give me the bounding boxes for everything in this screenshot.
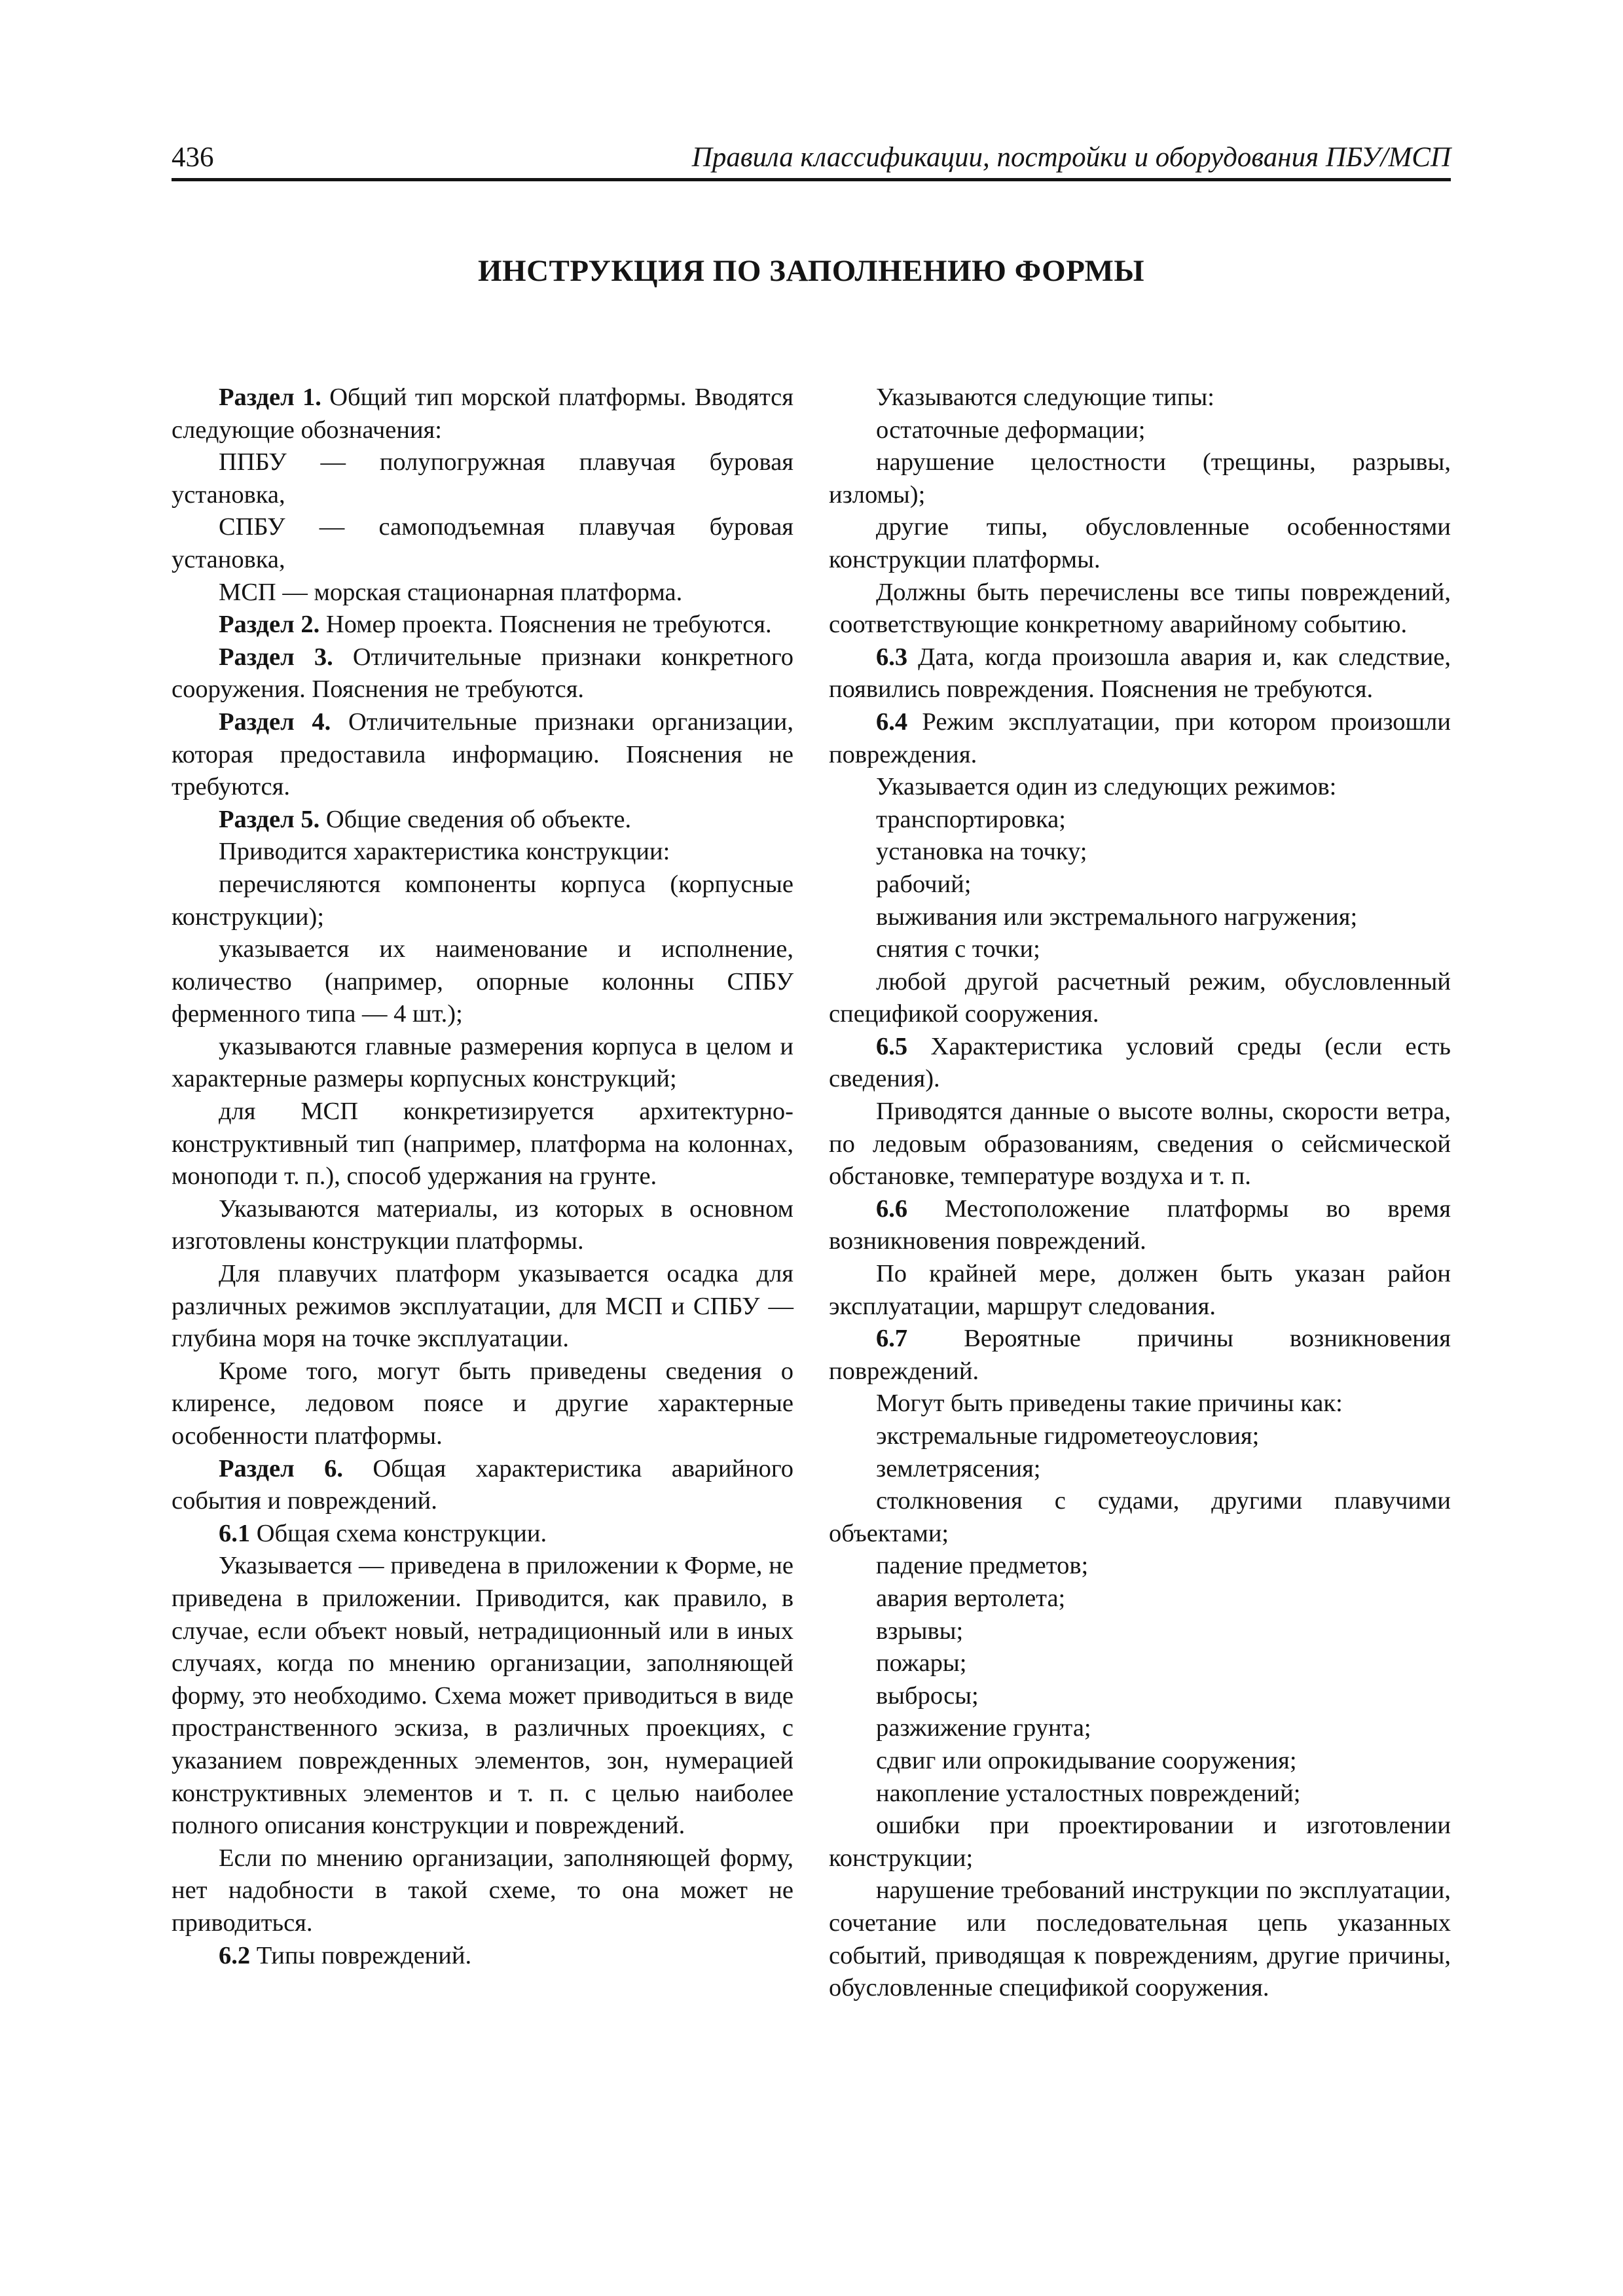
paragraph: [172, 641, 793, 706]
paragraph: [829, 1583, 1451, 1615]
paragraph-text: Указывается один из следующих режимов:: [876, 773, 1337, 801]
paragraph-text: По крайней мере, должен быть указан район эксплуатации, маршрут следования.: [829, 1260, 1451, 1320]
paragraph-text: Отличительные признаки конкретного сооружения. Пояснения не требуются.: [172, 643, 793, 704]
paragraph: [829, 641, 1451, 706]
paragraph: [172, 511, 793, 576]
paragraph-heading: 6.1: [219, 1519, 251, 1547]
paragraph: [829, 706, 1451, 771]
paragraph-text: нарушение требований инструкции по эксплуатации, сочетание или последовательная цепь указанных событий, приводящая к повреждениям, другие причины, обусловленные спецификой сооружения.: [829, 1876, 1451, 2002]
paragraph-heading: 6.7: [876, 1325, 908, 1353]
paragraph-text: Типы повреждений.: [250, 1941, 472, 1969]
paragraph-text: Дата, когда произошла авария и, как следствие, появились повреждения. Пояснения не требуются.: [829, 643, 1451, 704]
paragraph-text: столкновения с судами, другими плавучими объектами;: [829, 1487, 1451, 1547]
paragraph: [829, 1031, 1451, 1096]
paragraph-text: Режим эксплуатации, при котором произошли повреждения.: [829, 708, 1451, 768]
paragraph: [172, 609, 793, 641]
paragraph: [829, 1096, 1451, 1193]
paragraph: [829, 1810, 1451, 1874]
paragraph: [172, 1258, 793, 1355]
paragraph-text: рабочий;: [876, 870, 972, 898]
paragraph-heading: 6.2: [219, 1941, 251, 1969]
paragraph: [829, 1647, 1451, 1680]
paragraph-heading: Раздел 3.: [219, 643, 333, 671]
paragraph: [829, 869, 1451, 901]
paragraph-text: Общий тип морской платформы. Вводятся следующие обозначения:: [172, 384, 793, 444]
paragraph-text: указываются главные размерения корпуса в целом и характерные размеры корпусных конструкций;: [172, 1032, 793, 1093]
paragraph: [172, 382, 793, 446]
paragraph-text: Кроме того, могут быть приведены сведения о клиренсе, ледовом поясе и другие характерные особенности платформы.: [172, 1357, 793, 1450]
paragraph-text: перечисляются компоненты корпуса (корпусные конструкции);: [172, 870, 793, 931]
paragraph: [172, 1518, 793, 1551]
paragraph-text: разжижение грунта;: [876, 1714, 1091, 1742]
header-rule: [172, 178, 1451, 181]
paragraph-text: для МСП конкретизируется архитектурно-конструктивный тип (например, платформа на колоннах, моноподи т. п.), способ удержания на грунте.: [172, 1098, 793, 1191]
paragraph-text: установка на точку;: [876, 838, 1087, 866]
paragraph: [829, 836, 1451, 869]
paragraph-text: указывается их наименование и исполнение, количество (например, опорные колонны СПБУ ферменного типа — 4 шт.);: [172, 935, 793, 1028]
paragraph: [829, 933, 1451, 966]
paragraph-heading: Раздел 6.: [219, 1454, 343, 1482]
paragraph-text: нарушение целостности (трещины, разрывы, изломы);: [829, 448, 1451, 509]
paragraph: [172, 577, 793, 609]
page-number: 436: [172, 142, 214, 173]
paragraph-text: Общие сведения об объекте.: [319, 805, 632, 833]
paragraph: [829, 1745, 1451, 1778]
paragraph-text: сдвиг или опрокидывание сооружения;: [876, 1746, 1297, 1774]
paragraph: [172, 836, 793, 869]
paragraph: [829, 511, 1451, 576]
paragraph: [829, 966, 1451, 1031]
paragraph-heading: 6.6: [876, 1194, 908, 1223]
paragraph: [172, 1193, 793, 1258]
paragraph: [829, 414, 1451, 447]
paragraph: [829, 1453, 1451, 1486]
paragraph-text: Вероятные причины возникновения повреждений.: [829, 1325, 1451, 1385]
paragraph: [829, 1193, 1451, 1258]
paragraph-text: Указывается — приведена в приложении к Форме, не приведена в приложении. Приводится, как правило, в случае, если объект новый, нетрадиционный или в иных случаях, когда по мнению организации, заполняющей форму, это необходимо. Схема может приводиться в виде пространственного эскиза, в различных проекциях, с указанием поврежденных элементов, зон, нумерацией конструктивных элементов и т. п. с целью наиболее полного описания конструкции и повреждений.: [172, 1552, 793, 1840]
paragraph-text: МСП — морская стационарная платформа.: [219, 578, 683, 606]
paragraph: [829, 1712, 1451, 1745]
paragraph: [172, 1940, 793, 1973]
paragraph: [172, 869, 793, 933]
paragraph: [829, 1874, 1451, 2004]
paragraph-text: Приводится характеристика конструкции:: [219, 838, 670, 866]
paragraph-text: СПБУ — самоподъемная плавучая буровая установка,: [172, 513, 793, 573]
paragraph-text: снятия с точки;: [876, 935, 1040, 963]
paragraph-heading: Раздел 1.: [219, 384, 321, 411]
paragraph: [829, 804, 1451, 836]
paragraph-text: Приводятся данные о высоте волны, скорости ветра, по ледовым образованиям, сведения о сейсмической обстановке, температуре воздуха и т. п.: [829, 1098, 1451, 1191]
paragraph-heading: 6.4: [876, 708, 908, 736]
paragraph-text: ППБУ — полупогружная плавучая буровая установка,: [172, 448, 793, 509]
paragraph-text: другие типы, обусловленные особенностями конструкции платформы.: [829, 513, 1451, 573]
paragraph: [172, 1842, 793, 1940]
paragraph-text: взрывы;: [876, 1617, 964, 1645]
paragraph: [172, 1453, 793, 1518]
paragraph: [829, 446, 1451, 511]
paragraph: [829, 382, 1451, 414]
paragraph-heading: Раздел 5.: [219, 805, 320, 833]
paragraph-heading: Раздел 4.: [219, 708, 331, 736]
paragraph-text: Указываются следующие типы:: [876, 384, 1214, 411]
running-title: Правила классификации, постройки и оборудования ПБУ/МСП: [691, 142, 1451, 173]
paragraph: [829, 901, 1451, 934]
paragraph: [829, 1680, 1451, 1713]
paragraph: [829, 1323, 1451, 1388]
paragraph: [172, 446, 793, 511]
paragraph: [829, 771, 1451, 804]
paragraph-text: Отличительные признаки организации, которая предоставила информацию. Пояснения не требуются.: [172, 708, 793, 801]
paragraph-text: Для плавучих платформ указывается осадка для различных режимов эксплуатации, для МСП и СПБУ — глубина моря на точке эксплуатации.: [172, 1260, 793, 1353]
paragraph-text: Характеристика условий среды (если есть сведения).: [829, 1032, 1451, 1093]
paragraph-heading: 6.5: [876, 1032, 908, 1060]
paragraph-text: Общая характеристика аварийного события и повреждений.: [172, 1454, 793, 1515]
paragraph-text: экстремальные гидрометеоусловия;: [876, 1422, 1260, 1450]
paragraph: [172, 706, 793, 804]
paragraph: [172, 1550, 793, 1842]
paragraph: [829, 1258, 1451, 1323]
paragraph-text: остаточные деформации;: [876, 416, 1146, 444]
paragraph-text: Номер проекта. Пояснения не требуются.: [319, 611, 772, 639]
paragraph: [829, 577, 1451, 641]
paragraph-text: выживания или экстремального нагружения;: [876, 903, 1358, 931]
paragraph-text: накопление усталостных повреждений;: [876, 1779, 1301, 1807]
paragraph-text: Могут быть приведены такие причины как:: [876, 1390, 1343, 1418]
paragraph: [829, 1420, 1451, 1453]
paragraph: [172, 1031, 793, 1096]
paragraph-text: транспортировка;: [876, 805, 1066, 833]
paragraph-text: любой другой расчетный режим, обусловленный спецификой сооружения.: [829, 967, 1451, 1028]
paragraph: [172, 804, 793, 836]
paragraph-text: падение предметов;: [876, 1552, 1089, 1580]
paragraph: [172, 933, 793, 1031]
paragraph: [829, 1388, 1451, 1420]
paragraph: [829, 1778, 1451, 1810]
paragraph: [829, 1550, 1451, 1583]
paragraph: [829, 1485, 1451, 1550]
paragraph-heading: Раздел 2.: [219, 611, 320, 639]
paragraph-text: Общая схема конструкции.: [250, 1519, 547, 1547]
paragraph-text: пожары;: [876, 1649, 967, 1677]
paragraph-text: землетрясения;: [876, 1454, 1041, 1482]
paragraph-text: Местоположение платформы во время возникновения повреждений.: [829, 1194, 1451, 1255]
paragraph: [172, 1096, 793, 1193]
paragraph-text: выбросы;: [876, 1681, 979, 1710]
paragraph-text: авария вертолета;: [876, 1584, 1066, 1612]
document-title: ИНСТРУКЦИЯ ПО ЗАПОЛНЕНИЮ ФОРМЫ: [477, 254, 1145, 288]
paragraph-text: Должны быть перечислены все типы повреждений, соответствующие конкретному аварийному событию.: [829, 578, 1451, 639]
paragraph-text: Если по мнению организации, заполняющей форму, нет надобности в такой схеме, то она может не приводиться.: [172, 1844, 793, 1937]
page-header: [172, 140, 1451, 178]
paragraph-text: ошибки при проектировании и изготовлении конструкции;: [829, 1812, 1451, 1872]
paragraph: [829, 1615, 1451, 1648]
right-column: [829, 382, 1451, 2005]
left-column: [172, 382, 793, 1972]
paragraph-text: Указываются материалы, из которых в основном изготовлены конструкции платформы.: [172, 1194, 793, 1255]
paragraph-heading: 6.3: [876, 643, 908, 671]
paragraph: [172, 1355, 793, 1453]
